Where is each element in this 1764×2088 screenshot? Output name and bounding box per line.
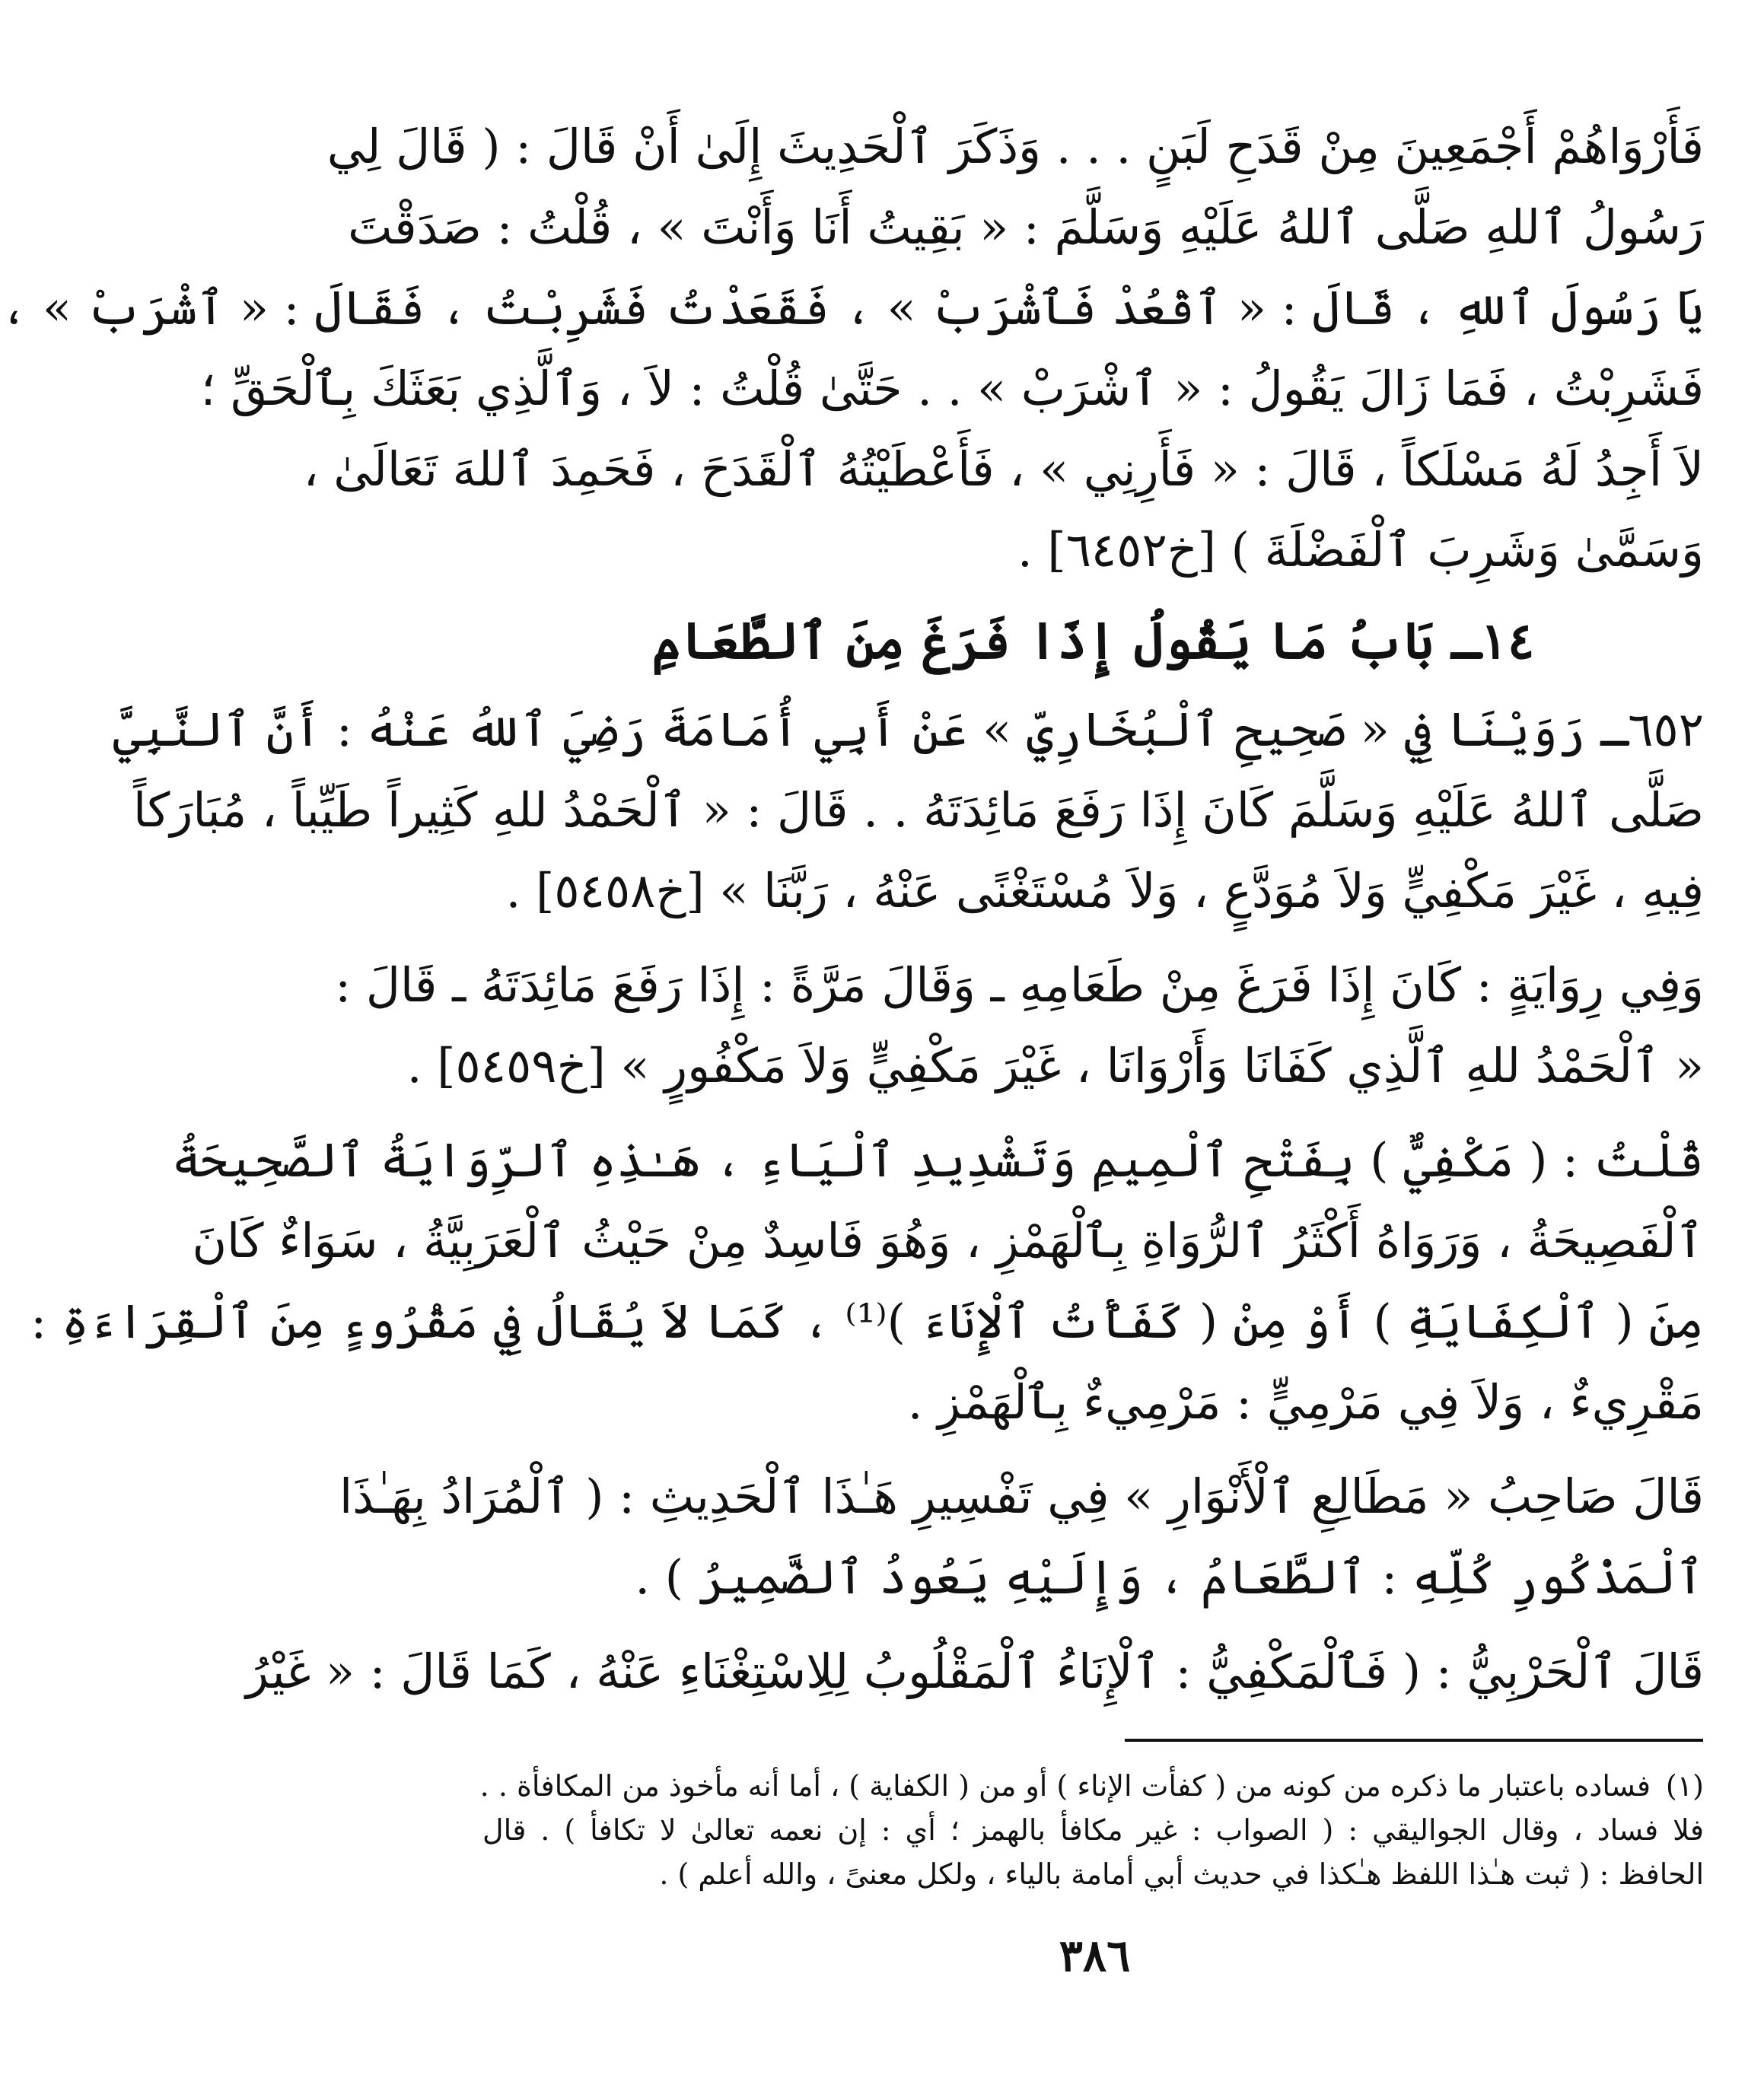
text-line: قُلْتُ : ( مَكْفِيٌّ ) بِفَتْحِ ٱلْمِيمِ وَتَشْدِيدِ ٱلْيَاءِ ، هَـٰذِهِ ٱلرِّوَايَةُ ٱلصَّحِيحَةُ	[171, 1132, 1704, 1188]
chapter-heading: ١٤ـ بَابُ مَا يَقُولُ إِذَا فَرَغَ مِنَ ٱلطَّعَامِ	[651, 611, 1535, 670]
text-line: ٱلْمَذْكُورِ كُلِّهِ : ٱلطَّعَامُ ، وَإِلَيْهِ يَعُودُ ٱلضَّمِيرُ ) .	[635, 1549, 1704, 1605]
text-line: وَفِي رِوَايَةٍ : كَانَ إِذَا فَرَغَ مِنْ طَعَامِهِ ـ وَقَالَ مَرَّةً : إِذَا رَفَعَ مَائِدَتَهُ ـ قَالَ :	[335, 957, 1704, 1013]
text-line: مِنَ ( ٱلْكِفَايَةِ ) أَوْ مِنْ ( كَفَأْتُ ٱلْإِنَاءَ )⁽¹⁾ ، كَمَا لاَ يُقَالُ فِي مَقْرُوءٍ مِنَ ٱلْقِرَاءَةِ :	[30, 1294, 1704, 1349]
footnote-line	[479, 1764, 1704, 1808]
paragraph-hadith-continuation	[0, 107, 1704, 590]
paragraph-hadith-652	[113, 689, 1704, 931]
paragraph-spacer	[482, 1618, 1704, 1631]
footnote-text: فساده باعتبار ما ذكره من كونه من ( كفأت الإناء ) أو من ( الكفاية ) ، أما أنه مأخوذ من المكافأة . .	[479, 1769, 1651, 1803]
page-number: ٣٨٦	[1059, 1930, 1131, 1981]
text-line: « ٱلْحَمْدُ للهِ ٱلَّذِي كَفَانَا وَأَرْوَانَا ، غَيْرَ مَكْفِيٍّ وَلاَ مَكْفُورٍ » [خ٥٤٥٩] .	[406, 1038, 1704, 1093]
paragraph-spacer	[482, 1106, 1704, 1120]
text-line: رَسُولُ ٱللهِ صَلَّى ٱللهُ عَلَيْهِ وَسَلَّمَ : « بَقِيتُ أَنَا وَأَنْتَ » ، قُلْتُ : صَدَقْتَ	[348, 199, 1704, 255]
text-line: فَشَرِبْتُ ، فَمَا زَالَ يَقُولُ : « ٱشْرَبْ » . . حَتَّىٰ قُلْتُ : لاَ ، وَٱلَّذِي بَعَثَكَ بِٱلْحَقِّ ؛	[200, 361, 1704, 416]
footnotes	[479, 1764, 1704, 1896]
text-line: لاَ أَجِدُ لَهُ مَسْلَكاً ، قَالَ : « فَأَرِنِي » ، فَأَعْطَيْتُهُ ٱلْقَدَحَ ، فَحَمِدَ ٱللهَ تَعَالَىٰ ،	[303, 441, 1704, 497]
text-line: قَالَ صَاحِبُ « مَطَالِعِ ٱلْأَنْوَارِ » فِي تَفْسِيرِ هَـٰذَا ٱلْحَدِيثِ : ( ٱلْمُرَادُ بِهَـٰذَا	[339, 1469, 1704, 1524]
footnote-line: فلا فساد ، وقال الجواليقي : ( الصواب : غير مكافأ بالهمز ؛ أي : إن نعمه تعالىٰ لا تكافأ ) . قال	[482, 1813, 1704, 1847]
text-line: فِيهِ ، غَيْرَ مَكْفِيٍّ وَلاَ مُوَدَّعٍ ، وَلاَ مُسْتَغْنًى عَنْهُ ، رَبَّنَا » [خ٥٤٥٨] .	[505, 863, 1704, 918]
paragraph-spacer	[482, 931, 1704, 945]
paragraph-spacer	[482, 1443, 1704, 1456]
text-line: قَالَ ٱلْحَرْبِيُّ : ( فَٱلْمَكْفِيُّ : ٱلْإِنَاءُ ٱلْمَقْلُوبُ لِلِاسْتِغْنَاءِ عَنْهُ ، كَمَا قَالَ : « غَيْرُ	[245, 1644, 1704, 1699]
footnote-divider	[1125, 1739, 1703, 1742]
text-line: مَقْرِيءٌ ، وَلاَ فِي مَرْمِيٍّ : مَرْمِيءٌ بِٱلْهَمْزِ .	[907, 1374, 1704, 1430]
text-line: فَأَرْوَاهُمْ أَجْمَعِينَ مِنْ قَدَحِ لَبَنٍ . . . وَذَكَرَ ٱلْحَدِيثَ إِلَىٰ أَنْ قَالَ : ( قَالَ لِي	[326, 119, 1704, 174]
paragraph-matali	[339, 1456, 1704, 1618]
main-text	[0, 107, 1704, 1712]
text-line: يَا رَسُولَ ٱللهِ ، قَالَ : « ٱقْعُدْ فَٱشْرَبْ » ، فَقَعَدْتُ فَشَرِبْتُ ، فَقَالَ : « ٱشْرَبْ » ،	[0, 280, 1704, 336]
paragraph-harbi	[245, 1631, 1704, 1712]
text-line: صَلَّى ٱللهُ عَلَيْهِ وَسَلَّمَ كَانَ إِذَا رَفَعَ مَائِدَتَهُ . . قَالَ : « ٱلْحَمْدُ للهِ كَثِيراً طَيِّباً ، مُبَارَكاً	[133, 782, 1704, 838]
text-line: ٦٥٢ـ رَوَيْنَا فِي « صَحِيحِ ٱلْبُخَارِيِّ » عَنْ أَبِي أُمَامَةَ رَضِيَ ٱللهُ عَنْهُ : أَنَّ ٱلنَّبِيَّ	[113, 702, 1704, 757]
text-line: ٱلْفَصِيحَةُ ، وَرَوَاهُ أَكْثَرُ ٱلرُّوَاةِ بِٱلْهَمْزِ ، وَهُوَ فَاسِدٌ مِنْ حَيْثُ ٱلْعَرَبِيَّةُ ، سَوَاءٌ كَانَ	[192, 1213, 1704, 1268]
paragraph-commentary	[30, 1120, 1704, 1443]
text-line: وَسَمَّىٰ وَشَرِبَ ٱلْفَضْلَةَ ) [خ٦٤٥٢] .	[1017, 522, 1704, 578]
footnote-marker: (١)	[1665, 1769, 1704, 1803]
paragraph-riwaya	[335, 945, 1704, 1106]
footnote-line: الحافظ : ( ثبت هـٰذا اللفظ هـٰكذا في حديث أبي أمامة بالياء ، ولكل معنىً ، والله أعلم ) .	[659, 1857, 1704, 1891]
